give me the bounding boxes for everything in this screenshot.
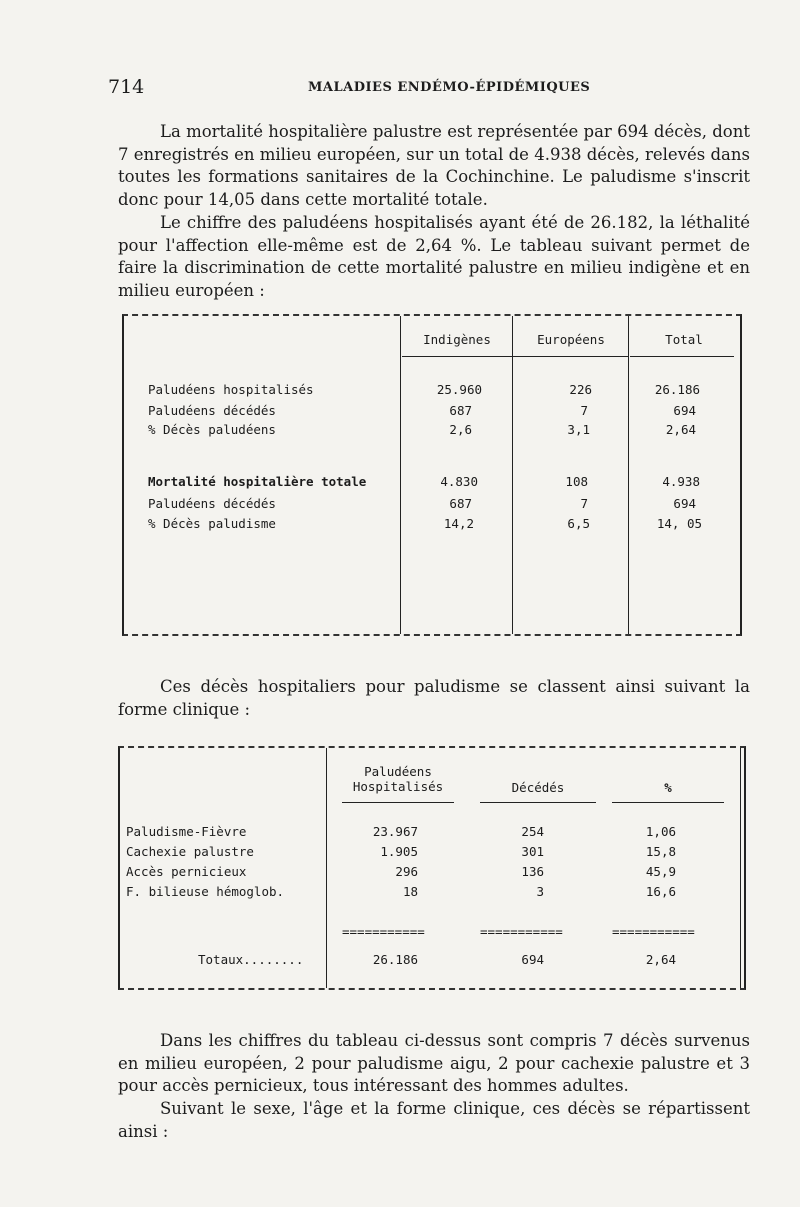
row-label: Paludéens hospitalisés: [148, 382, 314, 397]
cell-value: 1.905: [380, 844, 418, 859]
totals-label: Totaux........: [198, 952, 304, 967]
table-divider: [400, 316, 401, 634]
row-label: % Décès paludéens: [148, 422, 276, 437]
row-label: Cachexie palustre: [126, 844, 254, 859]
table-deaths-by-clinical-form: [118, 746, 746, 990]
header-rule: [612, 802, 724, 803]
separator: ===========: [342, 924, 425, 939]
totals-value: 26.186: [372, 952, 418, 967]
cell-value: 254: [521, 824, 544, 839]
row-label: Paludéens décédés: [148, 496, 276, 511]
header-rule: [342, 802, 454, 803]
header-rule: [480, 802, 596, 803]
cell-value: 1,06: [645, 824, 676, 839]
cell-value: 7: [580, 403, 588, 418]
header-rule: [630, 356, 734, 357]
row-label: Accès pernicieux: [126, 864, 247, 879]
column-header-decedes: Décédés: [511, 780, 565, 795]
cell-value: 23.967: [372, 824, 418, 839]
paragraph-1: La mortalité hospitalière palustre est représentée par 694 décès, dont 7 enregistrés en milieu européen, sur un total de 4.938 décès, relevés dans toutes les formations sanitaires de la Cochinchine. Le paludisme s'inscrit donc pour 14,05 dans cette mortalité totale.: [118, 122, 750, 209]
header-rule: [402, 356, 516, 357]
cell-value: 136: [521, 864, 544, 879]
paragraph-4: Dans les chiffres du tableau ci-dessus sont compris 7 décès survenus en milieu européen, 2 pour paludisme aigu, 2 pour cachexie palustre et 3 pour accès pernicieux, tous intéressant des hommes adultes.: [118, 1031, 750, 1096]
cell-value: 694: [673, 496, 696, 511]
cell-value: 2,64: [665, 422, 696, 437]
separator: ===========: [612, 924, 695, 939]
cell-value: 296: [395, 864, 418, 879]
column-header-indigenes: Indigènes: [423, 332, 491, 347]
row-label: Paludisme-Fièvre: [126, 824, 247, 839]
cell-value: 18: [402, 884, 418, 899]
cell-value: 301: [521, 844, 544, 859]
cell-value: 4.938: [662, 474, 700, 489]
page-header: [108, 76, 748, 100]
paragraph-2: Le chiffre des paludéens hospitalisés ayant été de 26.182, la léthalité pour l'affection elle-même est de 2,64 %. Le tableau suivant permet de faire la discrimination de cette mortalité palustre en milieu indigène et en milieu européen :: [118, 213, 750, 300]
column-header-line: Paludéens: [364, 764, 432, 779]
paragraph-5: Suivant le sexe, l'âge et la forme clinique, ces décès se répartissent ainsi :: [118, 1099, 750, 1141]
page-number: 714: [108, 76, 145, 98]
row-label: Mortalité hospitalière totale: [148, 474, 367, 489]
cell-value: 7: [580, 496, 588, 511]
table-mortality-by-milieu: [122, 314, 742, 636]
totals-value: 694: [521, 952, 544, 967]
cell-value: 6,5: [567, 516, 590, 531]
cell-value: 687: [449, 403, 472, 418]
cell-value: 2,6: [449, 422, 472, 437]
cell-value: 226: [569, 382, 592, 397]
cell-value: 687: [449, 496, 472, 511]
separator: ===========: [480, 924, 563, 939]
cell-value: 694: [673, 403, 696, 418]
cell-value: 4.830: [440, 474, 478, 489]
totals-value: 2,64: [645, 952, 676, 967]
cell-value: 14,2: [443, 516, 474, 531]
cell-value: 3: [536, 884, 544, 899]
column-header-line: Hospitalisés: [352, 779, 444, 794]
column-header-percent: %: [664, 780, 672, 795]
table-divider: [512, 316, 513, 634]
cell-value: 45,9: [645, 864, 676, 879]
cell-value: 16,6: [645, 884, 676, 899]
cell-value: 26.186: [654, 382, 700, 397]
row-label: F. bilieuse hémoglob.: [126, 884, 285, 899]
cell-value: 3,1: [567, 422, 590, 437]
table-divider: [740, 748, 741, 988]
column-header-total: Total: [665, 332, 703, 347]
table-divider: [628, 316, 629, 634]
table-divider: [326, 748, 327, 988]
row-label: Paludéens décédés: [148, 403, 276, 418]
paragraph-3: Ces décès hospitaliers pour paludisme se classent ainsi suivant la forme clinique :: [118, 677, 750, 719]
cell-value: 25.960: [436, 382, 482, 397]
running-title: MALADIES ENDÉMO-ÉPIDÉMIQUES: [308, 80, 591, 95]
cell-value: 108: [565, 474, 588, 489]
cell-value: 14, 05: [656, 516, 702, 531]
column-header-europeens: Européens: [537, 332, 605, 347]
column-header-hospitalises: [330, 764, 466, 794]
row-label: % Décès paludisme: [148, 516, 276, 531]
header-rule: [514, 356, 628, 357]
cell-value: 15,8: [645, 844, 676, 859]
